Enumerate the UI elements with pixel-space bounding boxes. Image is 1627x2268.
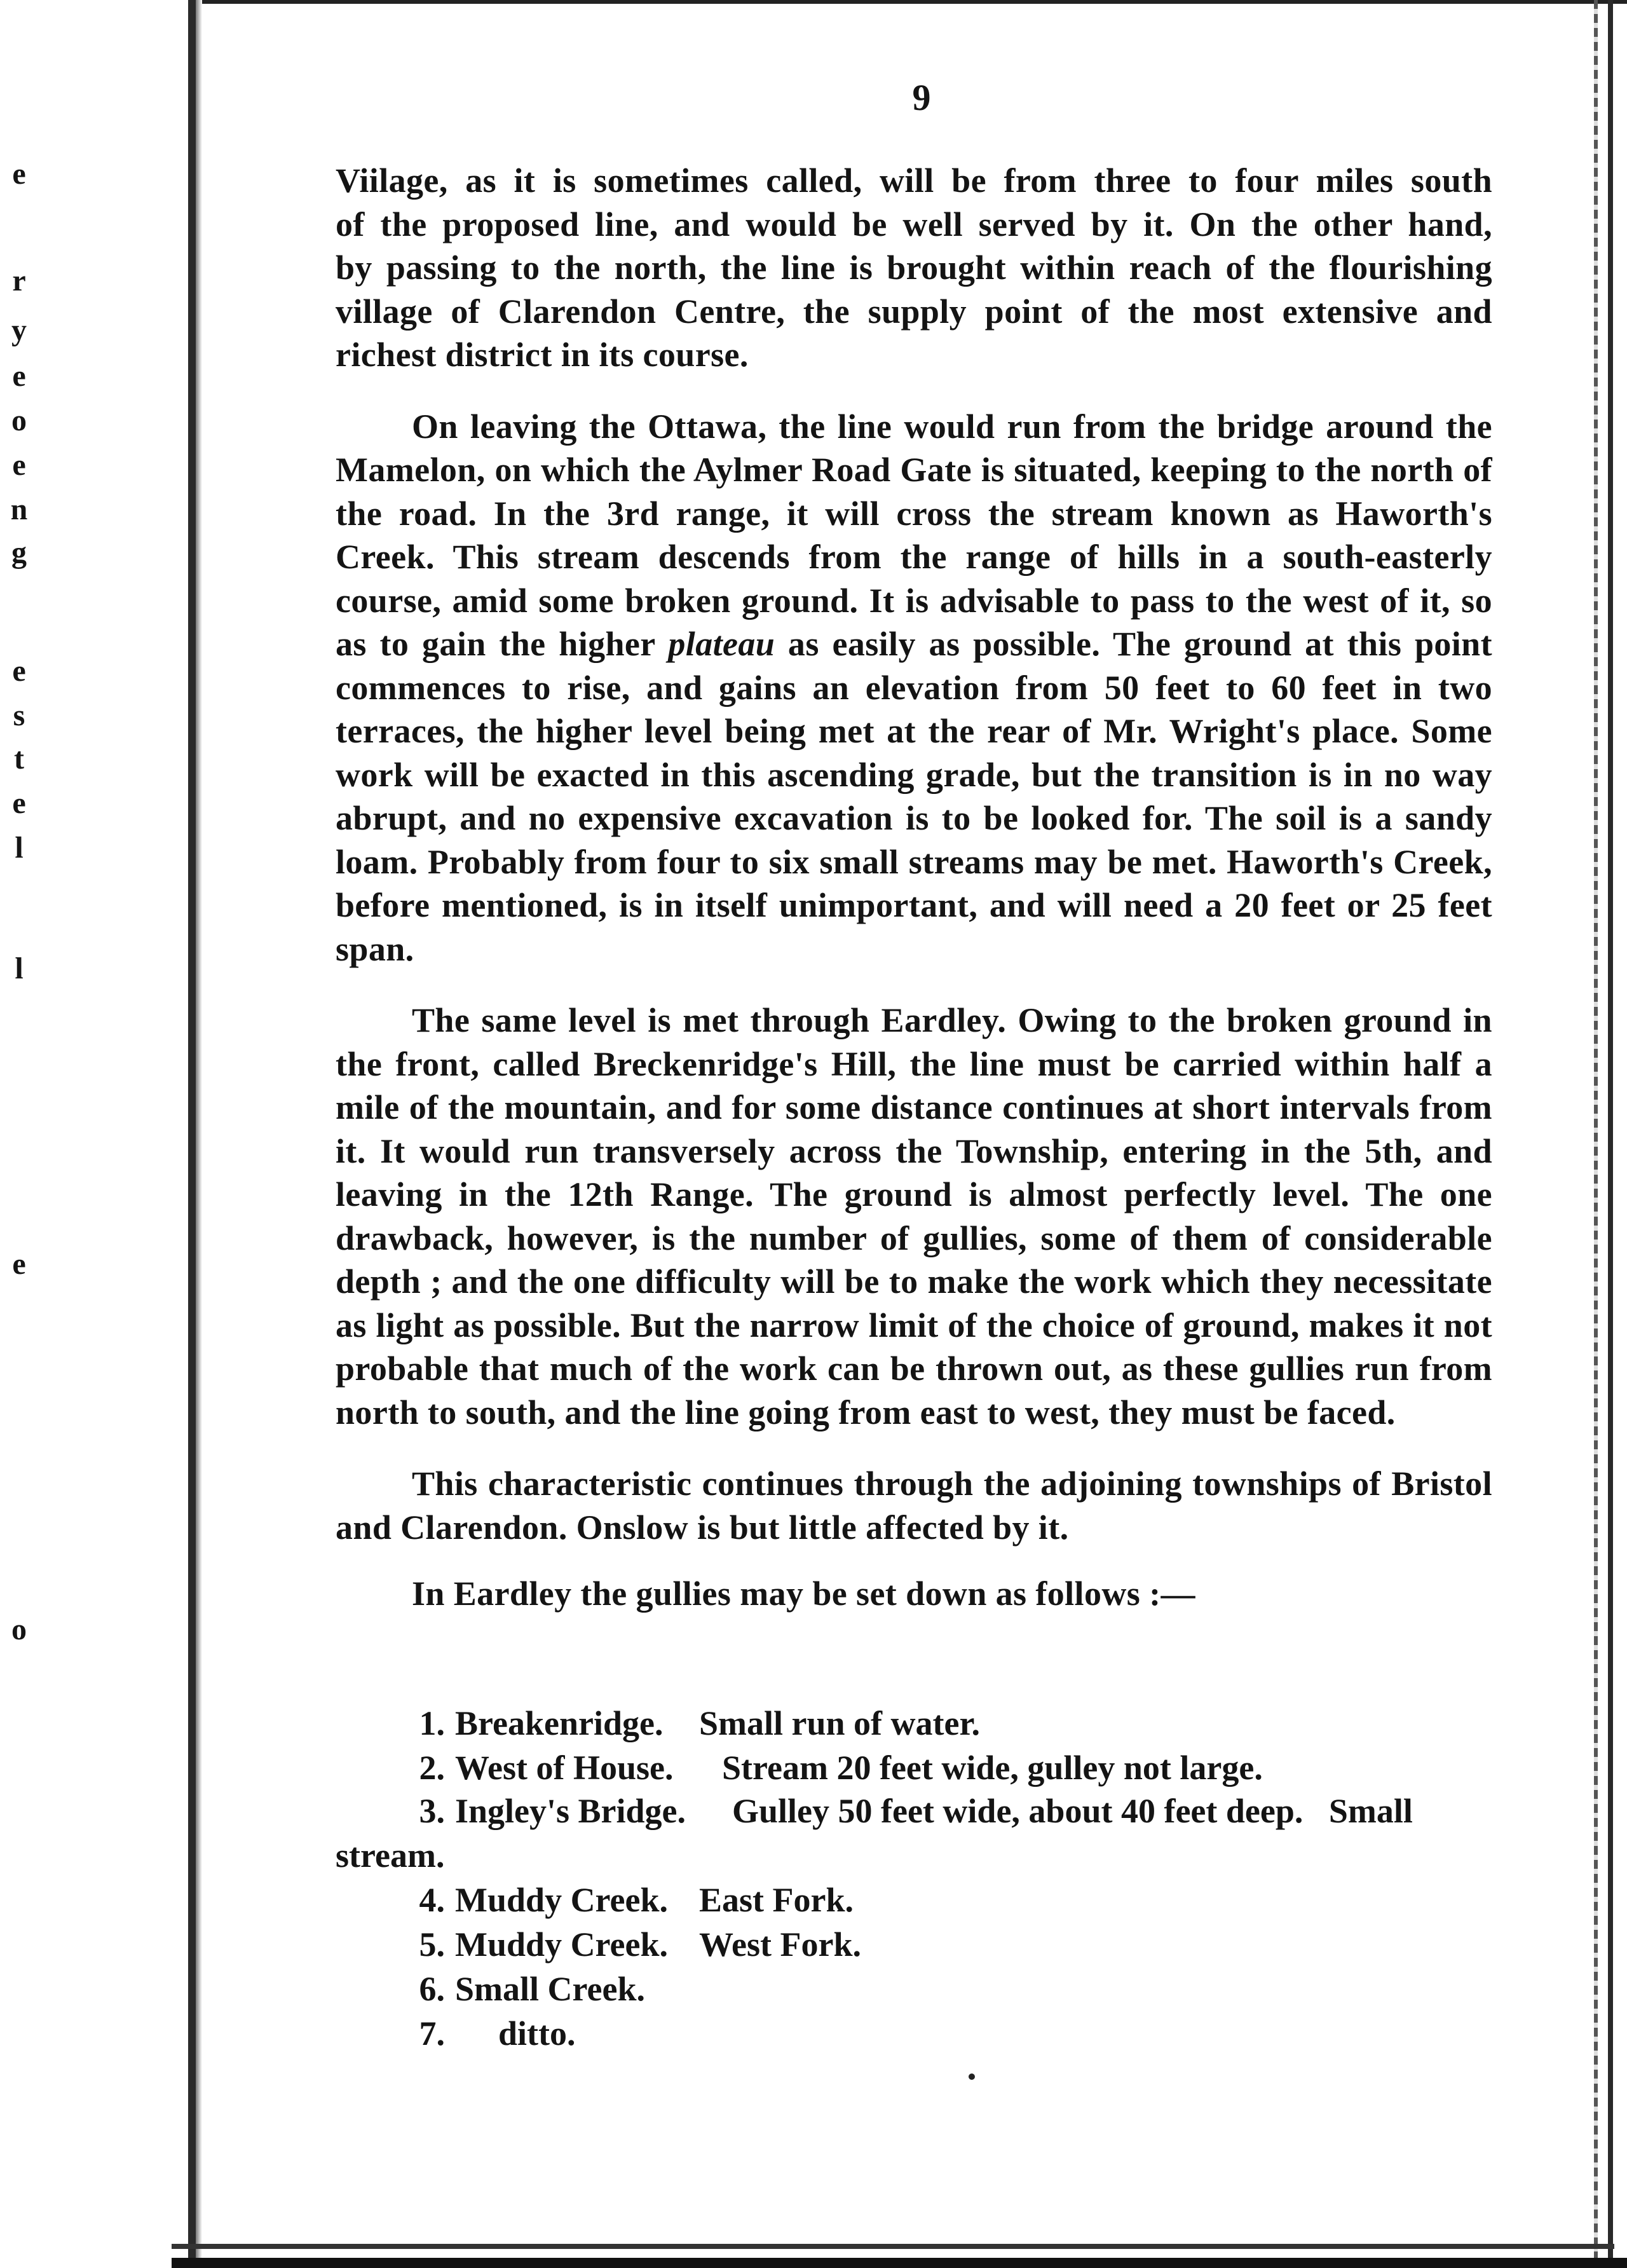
fragment-letter: l	[15, 952, 24, 985]
item-number: 3.	[419, 1792, 445, 1830]
fragment-letter: e	[12, 157, 26, 191]
text-line: village of Clarendon Centre, the supply point of the most extensive and	[336, 292, 1492, 331]
text-line: of the proposed line, and would be well served by it. On the other hand,	[336, 205, 1492, 243]
fragment-letter: e	[12, 654, 26, 688]
text-line: by passing to the north, the line is brought within reach of the flourishing	[336, 249, 1492, 287]
item-name: ditto.	[498, 2014, 576, 2053]
item-number: 2.	[419, 1749, 445, 1787]
item-number: 7.	[419, 2014, 445, 2053]
text-line: richest district in its course.	[336, 336, 749, 374]
fragment-letter: l	[15, 831, 24, 864]
item-description: West Fork.	[699, 1925, 861, 1964]
right-border	[1608, 0, 1613, 2268]
paragraph-characteristic: This characteristic continues through the adjoining townships of Bristol and Clarendon. Onslow is but little affected by it.	[336, 1465, 1492, 1547]
book-gutter	[188, 0, 196, 2268]
fragment-letter: t	[14, 742, 24, 775]
fragment-letter: e	[12, 786, 26, 820]
item-name: Ingley's Bridge.	[455, 1792, 686, 1830]
fragment-letter: r	[12, 264, 26, 297]
item-name: West of House.	[455, 1749, 674, 1787]
item-number: 4.	[419, 1881, 445, 1919]
fragment-letter: e	[12, 359, 26, 393]
fragment-letter: s	[13, 699, 25, 732]
item-name: Muddy Creek.	[455, 1925, 669, 1964]
item-description: East Fork.	[699, 1881, 854, 1919]
fragment-letter: g	[11, 536, 27, 570]
item-name: Breakenridge.	[455, 1704, 664, 1742]
fragment-letter: o	[11, 404, 27, 437]
item-continuation: stream.	[336, 1836, 445, 1875]
paragraph-gullies-intro: In Eardley the gullies may be set down as follows :—	[412, 1575, 1195, 1613]
fragment-letter: e	[12, 1247, 26, 1281]
fragment-letter: e	[12, 448, 26, 482]
item-number: 5.	[419, 1925, 445, 1964]
item-number: 1.	[419, 1704, 445, 1742]
item-description: Stream 20 feet wide, gulley not large.	[722, 1749, 1263, 1787]
page-fore-edge	[1594, 0, 1598, 2268]
fragment-letter: y	[11, 313, 27, 347]
text-line: Viilage, as it is sometimes called, will be from three to four miles south	[336, 161, 1492, 200]
paragraph-text: On leaving the Ottawa, the line would run from the bridge around the Mamelon, on which the Aylmer Road Gate is situated, keeping to the north of the road. In the 3rd range, it will cross the stream known as Haworth's Creek. This stream descends from the range of hills in a south-easterly course, amid some broken ground. It is advisable to pass to the west of it, so as to gain the higher	[336, 407, 1492, 663]
italic-term: plateau	[668, 625, 775, 663]
page-number: 9	[912, 77, 931, 118]
item-name: Muddy Creek.	[455, 1881, 669, 1919]
ink-speck	[969, 2073, 975, 2080]
paragraph-text: as easily as possible. The ground at this point commences to rise, and gains an elevation from 50 feet to 60 feet in two terraces, the higher level being met at the rear of Mr. Wright's place. Some work will be exacted in this ascending grade, but the transition is in no way abrupt, and no expensive excavation is to be looked for. The soil is a sandy loam. Probably from four to six small streams may be met. Haworth's Creek, before mentioned, is in itself unimportant, and will need a 20 feet or 25 feet span.	[336, 625, 1493, 968]
fragment-letter: o	[11, 1613, 27, 1646]
paragraph-eardley: The same level is met through Eardley. Owing to the broken ground in the front, called Breckenridge's Hill, the line must be carried within half a mile of the mountain, and for some distance continues at short intervals from it. It would run transversely across the Township, entering in the 5th, and leaving in the 12th Range. The ground is almost perfectly level. The one drawback, however, is the number of gullies, some of them of considerable depth ; and the one difficulty will be to make the work which they necessitate as light as possible. But the narrow limit of the choice of ground, makes it not probable that much of the work can be thrown out, as these gullies run from north to south, and the line going from east to west, they must be faced.	[336, 1001, 1492, 1431]
item-name: Small Creek.	[455, 1970, 645, 2008]
gully-list	[336, 0, 1492, 2268]
fragment-letter: n	[10, 493, 28, 526]
gutter-shadow	[196, 0, 202, 2268]
item-description: Small run of water.	[699, 1704, 980, 1742]
item-number: 6.	[419, 1970, 445, 2008]
item-description: Gulley 50 feet wide, about 40 feet deep. Small	[732, 1792, 1413, 1830]
